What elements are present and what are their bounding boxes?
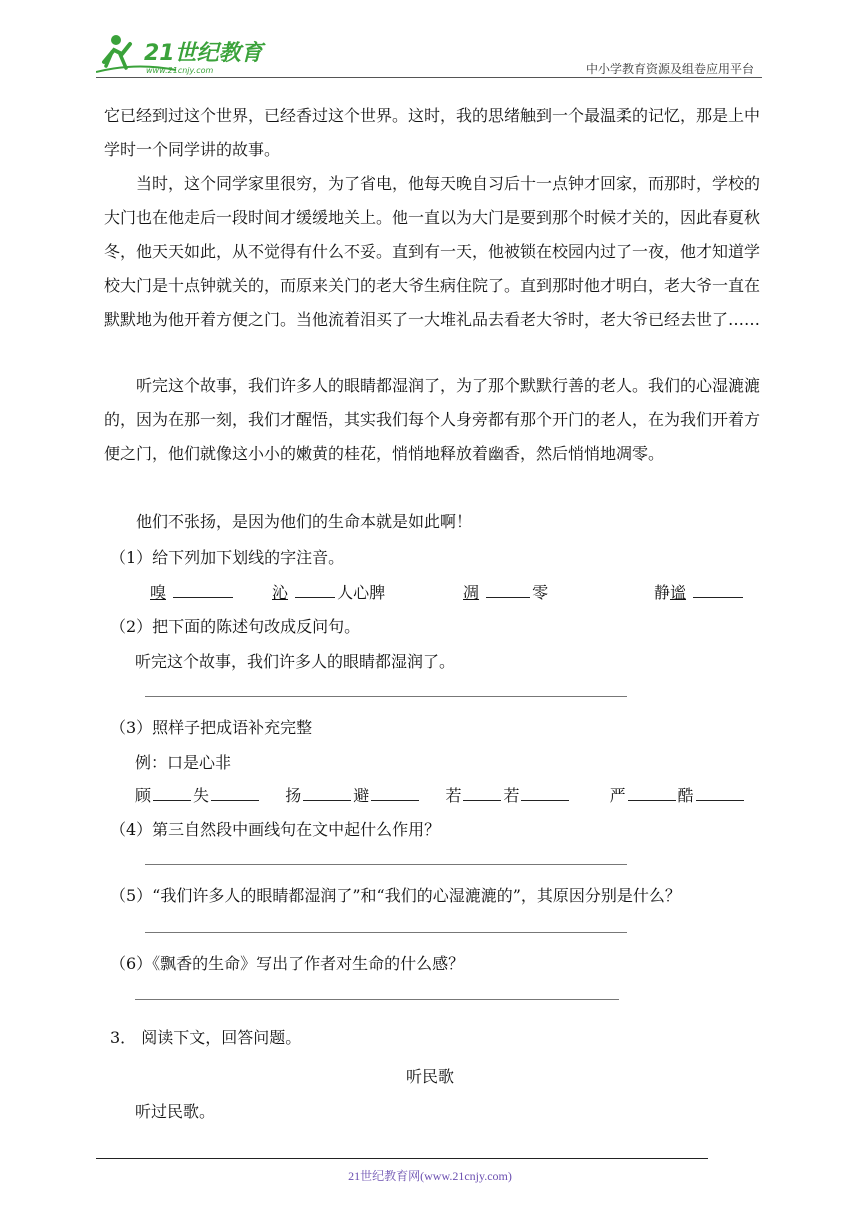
footer-divider [96,1158,708,1159]
answer-blank[interactable] [628,784,676,801]
article-first-line: 听过民歌。 [135,1102,216,1121]
question-3: （3）照样子把成语补充完整 [110,718,313,737]
logo-21cnjy [96,32,266,76]
answer-blank[interactable] [696,784,744,801]
answer-blank[interactable] [371,784,419,801]
question-5: （5）“我们许多人的眼睛都湿润了”和“我们的心湿漉漉的”，其原因分别是什么？ [110,886,681,905]
answer-line[interactable] [145,696,627,697]
svg-text:www.21cnjy.com: www.21cnjy.com [146,66,214,75]
page-header [96,32,762,80]
section-3-label: 3． 阅读下文，回答问题。 [110,1028,302,1047]
answer-blank[interactable] [153,784,191,801]
pinyin-item-2: 沁 人心脾 [272,583,386,602]
answer-blank[interactable] [303,784,351,801]
question-4: （4）第三自然段中画线句在文中起什么作用？ [110,820,441,839]
answer-blank[interactable] [173,581,233,598]
article-title: 听民歌 [405,1067,454,1086]
idiom-example: 例：口是心非 [135,753,232,772]
question-2: （2）把下面的陈述句改成反问句。 [110,617,361,636]
passage-paragraph: 当时，这个同学家里很穷，为了省电，他每天晚自习后十一点钟才回家，而那时，学校的大门也在他走后一段时间才缓缓地关上。他一直以为大门是要到那个时候才关的，因此春夏秋冬，他天天如此，从不觉得有什么不妥。直到有一天，他被锁在校园内过了一夜，他才知道学校大门是十点钟就关的，而原来关门的老大爷生病住院了。直到那时他才明白，老大爷一直在默默地为他开着方便之门。当他流着泪买了一大堆礼品去看老大爷时，老大爷已经去世了…… [104,174,761,329]
answer-line[interactable] [135,999,619,1000]
passage-paragraph: 它已经到过这个世界，已经香过这个世界。这时，我的思绪触到一个最温柔的记忆，那是上中学时一个同学讲的故事。 [104,106,761,159]
passage-paragraph: 他们不张扬，是因为他们的生命本就是如此啊！ [136,512,473,531]
answer-blank[interactable] [211,784,259,801]
footer-link[interactable]: 21世纪教育网(www.21cnjy.com) [348,1169,512,1183]
answer-line[interactable] [145,932,627,933]
answer-line[interactable] [145,864,627,865]
svg-text:21世纪教育: 21世纪教育 [144,41,263,66]
answer-blank[interactable] [486,581,530,598]
platform-name: 中小学教育资源及组卷应用平台 [585,62,754,76]
header-divider [96,77,762,78]
answer-blank[interactable] [521,784,569,801]
pinyin-item-3: 凋 零 [463,583,549,602]
idiom-row: 顾 失 扬 避 若 若 严 酷 [135,783,746,806]
question-1: （1）给下列加下划线的字注音。 [110,548,345,567]
question-2-sentence: 听完这个故事，我们许多人的眼睛都湿润了。 [135,652,456,671]
pinyin-item-4: 静谧 [654,580,745,603]
answer-blank[interactable] [463,784,501,801]
passage-paragraph: 听完这个故事，我们许多人的眼睛都湿润了，为了那个默默行善的老人。我们的心湿漉漉的，因为在那一刻，我们才醒悟，其实我们每个人身旁都有那个开门的老人，在为我们开着方便之门，他们就像这小小的嫩黄的桂花，悄悄地释放着幽香，然后悄悄地凋零。 [104,376,761,463]
pinyin-item-1: 嗅 [150,580,235,603]
question-6: （6）《飘香的生命》写出了作者对生命的什么感？ [110,954,465,973]
answer-blank[interactable] [295,581,335,598]
answer-blank[interactable] [693,581,743,598]
